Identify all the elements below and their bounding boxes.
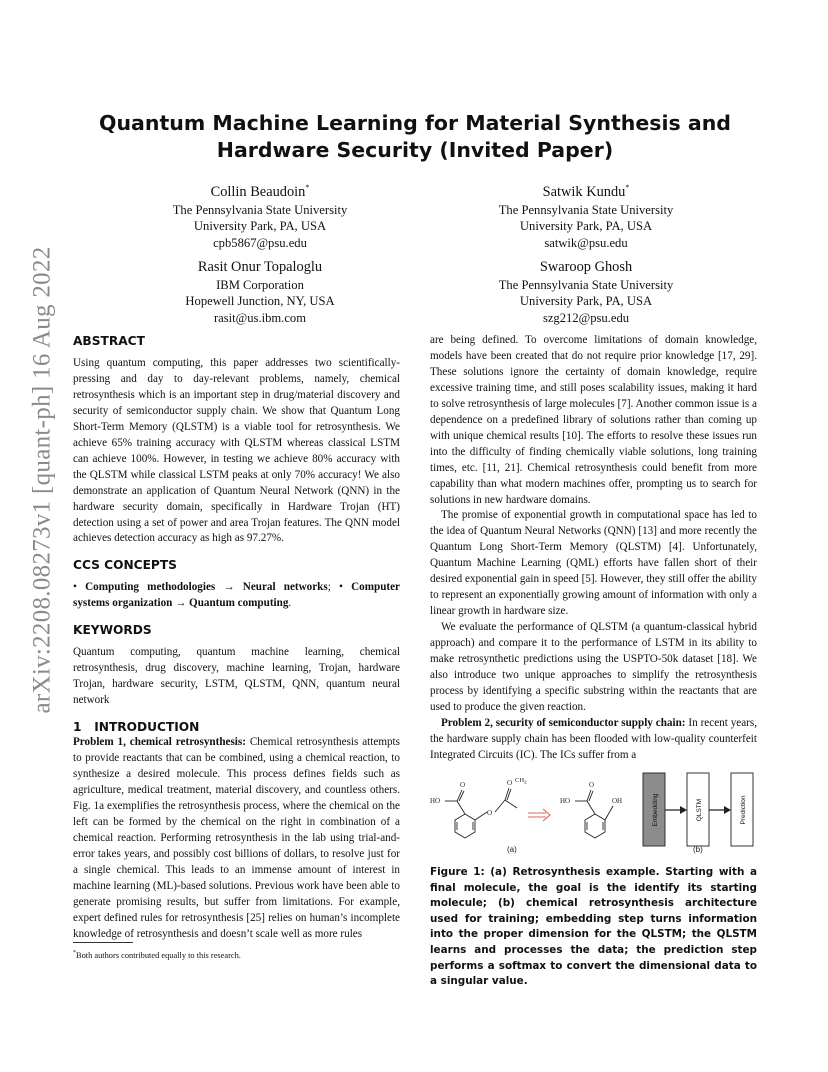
label-o-carbonyl: O: [507, 779, 513, 787]
ccs-end: .: [288, 597, 292, 610]
label-ch3-sub: 3: [524, 781, 527, 786]
paper-title: [80, 110, 750, 164]
left-column: [73, 333, 400, 943]
figure-1: [425, 770, 761, 862]
intro-paragraph-3: We evaluate the performance of QLSTM (a quantum-classical hybrid approach) and compare it to the performance of LSTM in its ability to make retrosynthetic predictions using the USPTO-50k dataset [18]. We also introduce two unique approaches to simplify the retrosynthesis process by identifying a specific substring within the reactants that are used to produce the given reaction.: [430, 621, 757, 713]
architecture-diagram: [643, 773, 753, 846]
ccs-item-1: Computing methodologies → Neural networks: [85, 581, 328, 594]
author-block-2: [436, 178, 736, 251]
ccs-heading: CCS CONCEPTS: [73, 558, 177, 573]
footnote-text: Both authors contributed equally to this research.: [76, 950, 241, 960]
problem-1-text: Chemical retrosynthesis attempts to provide reactants that can be combined, using a chemical reaction, to synthesize a desired molecule. This process defines fields such as agriculture, medical treatment, material discovery, and countless others. Fig. 1a exemplifies the retrosynthesis process, where the chemical on the left can be formed by the chemical on the right in combination of a chemical reaction. Performing retrosynthesis in the lab using trial-and-error takes years, and possibly cost billions of dollars, to resolve just for a single chemical. This leads to an immense amount of interest in machine learning (ML)-based solutions. Previous work have been able to generate promising results, but suffer from limitations. For example, expert defined rules for retrosynthesis [25] relies on human’s incomplete knowledge of retrosynthesis and doesn’t scale well as more rules: [73, 736, 400, 940]
footnote-mark: *: [73, 950, 76, 956]
author-email-4: szg212@psu.edu: [542, 310, 630, 325]
arxiv-stamp: [22, 246, 64, 714]
title-line-1: Quantum Machine Learning for Material Synthesis and: [99, 111, 731, 135]
footnote: [73, 948, 400, 961]
author-block-4: [436, 258, 736, 326]
problem-2-text: In recent years, the hardware supply chain has been flooded with low-quality counterfeit Integrated Circuits (IC). The ICs suffer from a: [430, 716, 758, 761]
problem-1-lead: Problem 1, chemical retrosynthesis:: [73, 736, 246, 749]
abstract-text: Using quantum computing, this paper addresses two scientifically-pressing and day to day-relevant problems, namely, chemical retrosynthesis which is an important step in drug/material discovery and security of semiconductor supply chain. We show that Quantum Long Short-Term Memory (QLSTM) is a viable tool for retrosynthesis. We achieve 65% training accuracy with QLSTM whereas classical LSTM can achieve 100%. However, in testing we achieve 80% accuracy with the QLSTM while classical LSTM peaks at only 70% accuracy! We also demonstrate an application of Quantum Neural Network (QNN) in the hardware security domain, specifically in Hardware Trojan (HT) detection using a set of power and area Trojan features. The QNN model achieves detection accuracy as high as 97.27%.: [73, 357, 400, 545]
intro-paragraph-2: The promise of exponential growth in computational space has led to the idea of Quantum Neural Networks (QNN) [13] and more recently the Quantum Long Short-Term Memory (QLSTM) [4]. Unfortunately, Quantum Machine Learning (QML) efforts have fallen short of their desired exponential gain in speed [5]. However, they still offer the ability to represent an exponentially growing amount of information with only a linear growth in hardware size.: [430, 509, 757, 618]
prediction-label: Prediction: [740, 795, 747, 825]
author-name-4: Swaroop Ghosh: [539, 259, 633, 275]
right-column: [430, 333, 757, 764]
author-location-3: Hopewell Junction, NY, USA: [185, 294, 335, 309]
molecule-reactant: [575, 790, 613, 838]
author-name-1: Collin Beaudoin: [210, 183, 306, 200]
label-ho-1: HO: [430, 797, 441, 805]
ccs-separator: ; •: [327, 581, 343, 594]
author-affiliation-1: The Pennsylvania State University: [172, 202, 348, 217]
author-mark-2: *: [625, 183, 630, 192]
label-o-1: O: [460, 781, 466, 789]
embedding-label: Embedding: [652, 793, 659, 827]
subfigure-label-a: (a): [507, 845, 517, 854]
keywords-text: Quantum computing, quantum machine learning, chemical retrosynthesis, drug discovery, machine learning, Trojan, hardware Trojan, hardware security, LSTM, QLSTM, QNN, quantum neural network: [73, 646, 400, 707]
author-email-1: cpb5867@psu.edu: [213, 235, 307, 250]
problem-2-lead: Problem 2, security of semiconductor supply chain:: [441, 716, 686, 729]
intro-paragraph-4: [430, 716, 757, 764]
author-name-3: Rasit Onur Topaloglu: [197, 259, 323, 275]
label-oh: OH: [612, 797, 623, 805]
author-block-3: [110, 258, 410, 326]
author-location-1: University Park, PA, USA: [193, 219, 327, 234]
introduction-heading: 1 INTRODUCTION: [73, 720, 200, 735]
intro-paragraph-1: [73, 735, 400, 942]
keywords-heading: KEYWORDS: [73, 623, 152, 638]
qlstm-label: QLSTM: [696, 798, 703, 822]
retrosynthesis-arrow: [528, 809, 550, 821]
author-mark-1: *: [305, 183, 310, 192]
label-ho-2: HO: [560, 797, 571, 805]
author-affiliation-2: The Pennsylvania State University: [498, 202, 674, 217]
subfigure-label-b: (b): [693, 845, 703, 854]
footnote-rule: [73, 942, 133, 943]
author-name-2: Satwik Kundu: [542, 183, 626, 200]
ccs-concepts: [73, 580, 400, 612]
arxiv-stamp-text: arXiv:2208.08273v1 [quant-ph] 16 Aug 2022: [29, 246, 57, 714]
author-affiliation-3: IBM Corporation: [216, 278, 304, 292]
author-affiliation-4: The Pennsylvania State University: [498, 278, 674, 292]
label-ch3-main: CH: [515, 777, 525, 784]
ccs-bullet: •: [73, 581, 77, 594]
label-o-2: O: [589, 781, 595, 789]
label-ch3: [515, 777, 527, 786]
ccs-item-2: Computer systems organization → Quantum computing: [73, 581, 400, 610]
author-email-3: rasit@us.ibm.com: [213, 310, 307, 325]
figure-1-caption-text: Figure 1: (a) Retrosynthesis example. Starting with a final molecule, the goal is the identify its starting molecule; (b) chemical retrosynthesis architecture used for training; embedding step turns information into the proper dimension for the QLSTM; the QLSTM learns and processes the data; the prediction step performs a softmax to convert the dimensional data to a singular value.: [430, 866, 757, 988]
label-o-ester: O: [487, 809, 493, 817]
author-location-2: University Park, PA, USA: [519, 219, 653, 234]
molecule-product: [445, 788, 517, 838]
figure-1-caption: [430, 865, 757, 990]
intro-paragraph-1-continued: are being defined. To overcome limitations of domain knowledge, models have been created that do not require prior knowledge [17, 29]. These solutions ignore the certainty of domain knowledge, require excessive training time, and still poses scalability issues, making it hard to solve retrosynthesis of large molecules [7]. Another common issue is a dependence on a predefined library of solutions rather than coming up with unique chemical results [10]. The efforts to resolve these issues run into the difficulty of finding chemically viable solutions, long training times, etc. [11, 21]. Chemical retrosynthesis could benefit from more capability than what modern machines offer, prompting us to search for solutions in new hardware domains.: [430, 334, 757, 506]
author-email-2: satwik@psu.edu: [544, 235, 628, 250]
abstract-heading: ABSTRACT: [73, 334, 145, 348]
author-block-1: [110, 178, 410, 251]
author-location-4: University Park, PA, USA: [519, 294, 653, 309]
title-line-2: Hardware Security (Invited Paper): [216, 138, 614, 162]
